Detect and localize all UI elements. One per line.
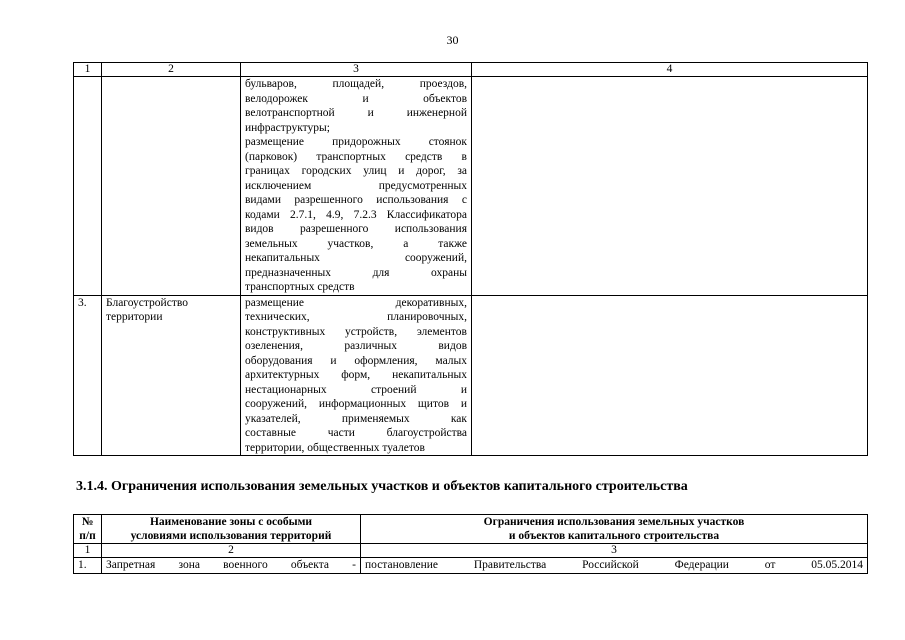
text-line: технических, планировочных, — [245, 311, 467, 323]
restrictions-cell — [472, 295, 868, 456]
column-index: 2 — [102, 63, 241, 77]
word: от — [764, 559, 776, 571]
text-line: видами разрешенного использования с — [245, 194, 467, 206]
text-line: озеленения, различных видов — [245, 340, 467, 352]
text-line: границах городских улиц и дорог, за — [245, 165, 467, 177]
text-line: инфраструктуры; — [245, 121, 330, 134]
table-row — [74, 77, 868, 296]
text-line — [106, 558, 356, 573]
header-restrictions — [361, 515, 868, 544]
use-name-cell — [102, 77, 241, 296]
text-line: размещение декоративных, — [245, 296, 467, 309]
row-number-cell: 3. — [74, 295, 102, 456]
text-line: велодорожек и объектов — [245, 92, 467, 105]
use-description-cell — [241, 77, 472, 296]
text-line: конструктивных устройств, элементов — [245, 325, 467, 338]
text-line: некапитальных сооружений, — [245, 252, 467, 264]
text-line: указателей, применяемых как — [245, 412, 467, 425]
header-zone-name — [102, 515, 361, 544]
land-use-table — [73, 62, 868, 456]
text-line: Благоустройство — [106, 296, 188, 309]
word: постановление — [365, 559, 439, 571]
text-line: кодами 2.7.1, 4.9, 7.2.3 Классификатора — [245, 208, 467, 221]
text-line: нестационарных строений и — [245, 383, 467, 396]
table-index-row — [74, 63, 868, 77]
column-index: 4 — [472, 63, 868, 77]
table-header-row — [74, 515, 868, 544]
text-line: составные части благоустройства — [245, 427, 467, 439]
page-number: 30 — [446, 33, 459, 47]
text-line: оборудования и оформления, малых — [245, 354, 467, 367]
header-line: № — [81, 516, 94, 528]
table-index-row — [74, 544, 868, 558]
text-line: велотранспортной и инженерной — [245, 107, 467, 119]
header-line: п/п — [79, 530, 96, 542]
word: объекта — [290, 559, 329, 571]
text-line: земельных участков, а также — [245, 237, 467, 250]
table-row — [74, 558, 868, 574]
restrictions-cell — [361, 558, 868, 574]
text-line: исключением предусмотренных — [245, 179, 467, 192]
word: - — [352, 559, 356, 571]
column-index: 3 — [361, 544, 868, 558]
word: военного — [223, 559, 268, 571]
column-index: 3 — [241, 63, 472, 77]
text-line: предназначенных для охраны — [245, 266, 467, 279]
text-line: размещение придорожных стоянок — [245, 136, 467, 148]
word: Российской — [582, 559, 639, 571]
header-line: и объектов капитального строительства — [508, 530, 720, 542]
header-line: Наименование зоны с особыми — [149, 516, 313, 528]
header-line: Ограничения использования земельных участков — [483, 516, 745, 528]
text-line: территории — [106, 311, 163, 323]
text-line — [365, 558, 863, 573]
text-line: архитектурных форм, некапитальных — [245, 369, 467, 381]
word: Запретная — [106, 559, 156, 571]
text-line: транспортных средств — [245, 281, 355, 293]
table-row — [74, 295, 868, 456]
text-line: сооружений, информационных щитов и — [245, 398, 467, 410]
text-line: территории, общественных туалетов — [245, 441, 425, 454]
use-description-cell — [241, 295, 472, 456]
restrictions-cell — [472, 77, 868, 296]
column-index: 2 — [102, 544, 361, 558]
column-index: 1 — [74, 544, 102, 558]
text-line: бульваров, площадей, проездов, — [245, 78, 467, 90]
column-index: 1 — [74, 63, 102, 77]
header-num — [74, 515, 102, 544]
text-line: (парковок) транспортных средств в — [245, 150, 467, 163]
use-name-cell — [102, 295, 241, 456]
zone-restrictions-table — [73, 514, 868, 574]
row-number-cell — [74, 77, 102, 296]
text-line: видов разрешенного использования — [245, 223, 467, 235]
word: Федерации — [674, 559, 729, 571]
header-line: условиями использования территорий — [130, 530, 332, 542]
word: Правительства — [473, 559, 547, 571]
section-heading: 3.1.4. Ограничения использования земельных участков и объектов капитального строительства — [76, 479, 688, 494]
zone-name-cell — [102, 558, 361, 574]
word: 05.05.2014 — [811, 559, 863, 571]
word: зона — [178, 559, 200, 571]
row-number-cell: 1. — [74, 558, 102, 574]
